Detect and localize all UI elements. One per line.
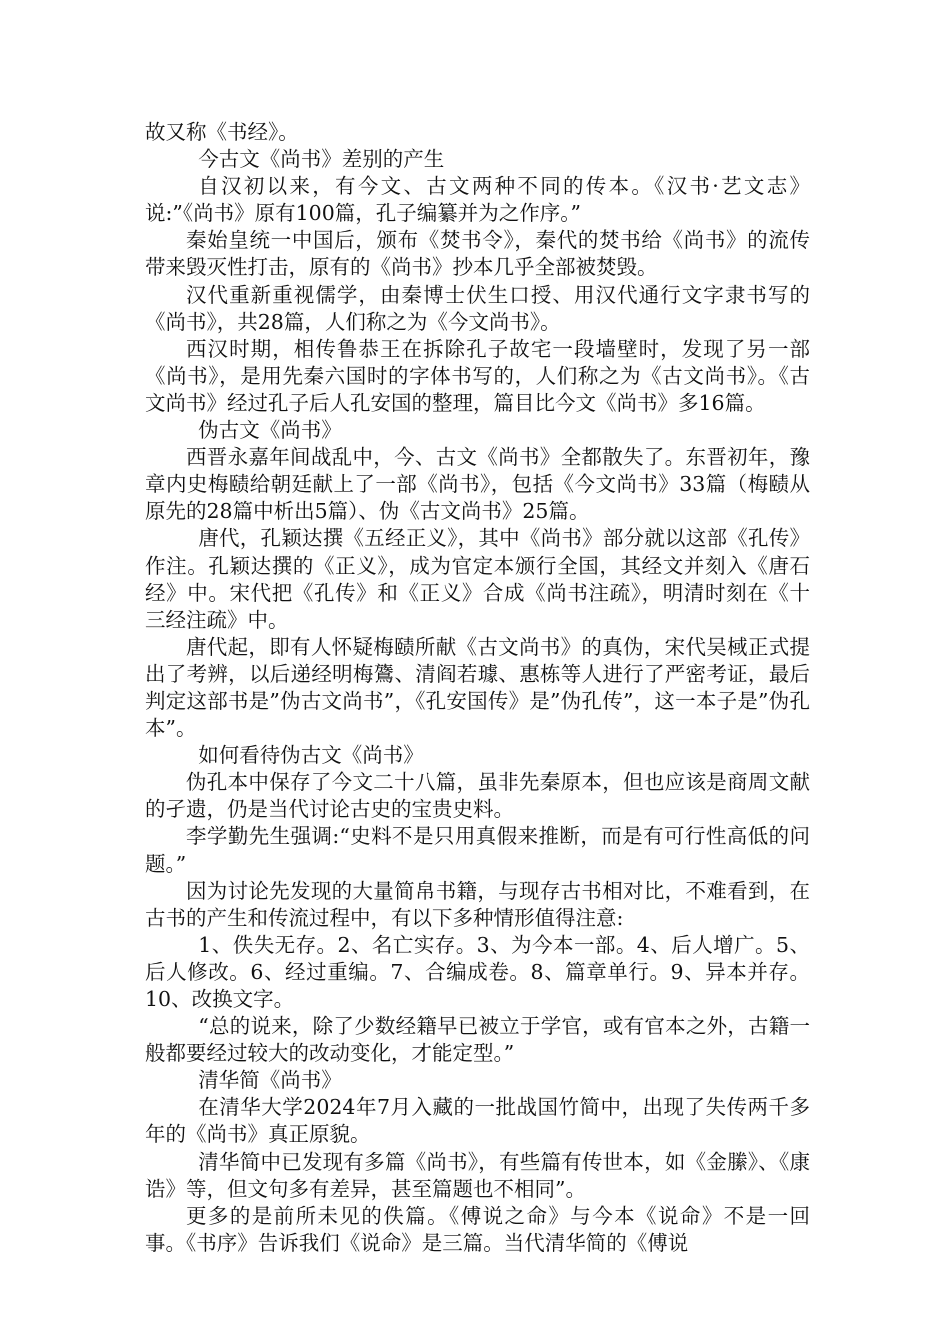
paragraph: 清华简中已发现有多篇《尚书》，有些篇有传世本，如《金縢》、《康诰》等，但文句多有差异，甚至篇题也不相同”。	[145, 1149, 810, 1201]
paragraph: 秦始皇统一中国后，颁布《焚书令》，秦代的焚书给《尚书》的流传带来毁灭性打击，原有的《尚书》抄本几乎全部被焚毁。	[145, 228, 810, 280]
paragraph: 汉代重新重视儒学，由秦博士伏生口授、用汉代通行文字隶书写的《尚书》，共28篇，人们称之为《今文尚书》。	[145, 282, 810, 334]
paragraph-quote: “总的说来，除了少数经籍早已被立于学官，或有官本之外，古籍一般都要经过较大的改动变化，才能定型。”	[145, 1014, 810, 1066]
section-heading-origin: 今古文《尚书》差别的产生	[198, 147, 445, 172]
section-heading-tsinghua: 清华简《尚书》	[198, 1068, 342, 1093]
paragraph: 唐代，孔颖达撰《五经正义》，其中《尚书》部分就以这部《孔传》作注。孔颖达撰的《正义》，成为官定本颁行全国，其经文并刻入《唐石经》中。宋代把《孔传》和《正义》合成《尚书注疏》，明清时刻在《十三经注疏》中。	[145, 526, 810, 632]
paragraph: 更多的是前所未见的佚篇。《傅说之命》与今本《说命》不是一回事。《书序》告诉我们《说命》是三篇。当代清华简的《傅说	[145, 1203, 810, 1255]
section-heading-forged: 伪古文《尚书》	[198, 418, 342, 443]
paragraph: 唐代起，即有人怀疑梅赜所献《古文尚书》的真伪，宋代吴棫正式提出了考辨，以后递经明梅鷟、清阎若璩、惠栋等人进行了严密考证，最后判定这部书是”伪古文尚书”，《孔安国传》是”伪孔传”，这一本子是”伪孔本”。	[145, 634, 810, 741]
paragraph: 在清华大学2024年7月入藏的一批战国竹简中，出现了失传两千多年的《尚书》真正原貌。	[145, 1095, 810, 1147]
paragraph: 西晋永嘉年间战乱中，今、古文《尚书》全都散失了。东晋初年，豫章内史梅赜给朝廷献上了一部《尚书》，包括《今文尚书》33篇（梅赜从原先的28篇中析出5篇）、伪《古文尚书》25篇。	[145, 445, 810, 524]
paragraph: 因为讨论先发现的大量简帛书籍，与现存古书相对比，不难看到，在古书的产生和传流过程中，有以下多种情形值得注意:	[145, 878, 810, 930]
section-heading-view: 如何看待伪古文《尚书》	[198, 743, 424, 768]
paragraph: 自汉初以来，有今文、古文两种不同的传本。《汉书·艺文志》说:”《尚书》原有100篇，孔子编纂并为之作序。”	[145, 174, 810, 226]
paragraph-continuation: 故又称《书经》。	[145, 120, 299, 144]
paragraph: 李学勤先生强调:“史料不是只用真假来推断，而是有可行性高低的问题。”	[145, 824, 810, 876]
paragraph: 伪孔本中保存了今文二十八篇，虽非先秦原本，但也应该是商周文献的孑遗，仍是当代讨论古史的宝贵史料。	[145, 770, 810, 822]
paragraph: 西汉时期，相传鲁恭王在拆除孔子故宅一段墙壁时，发现了另一部《尚书》，是用先秦六国时的字体书写的，人们称之为《古文尚书》。《古文尚书》经过孔子后人孔安国的整理，篇目比今文《尚书》多16篇。	[145, 336, 810, 415]
paragraph-list: 1、佚失无存。2、名亡实存。3、为今本一部。4、后人增广。5、后人修改。6、经过重编。7、合编成卷。8、篇章单行。9、异本并存。10、改换文字。	[145, 932, 810, 1011]
document-body	[145, 119, 810, 1257]
